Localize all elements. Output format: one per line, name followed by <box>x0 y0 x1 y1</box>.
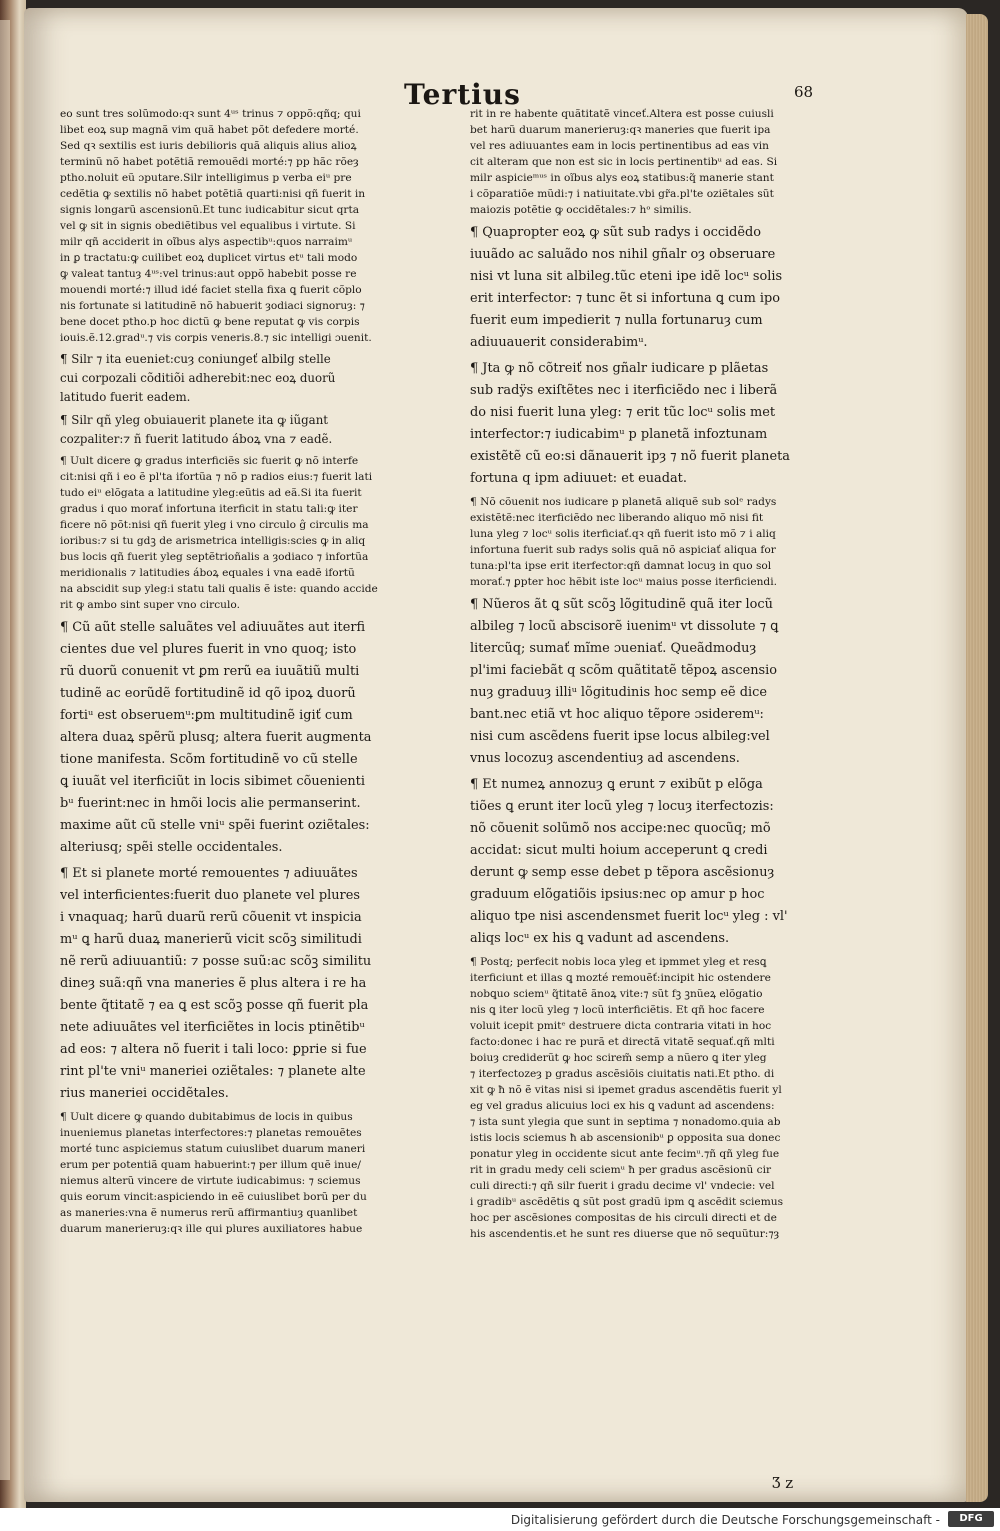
text-line: bus locis qñ fuerit yleg septẽtrioñalis a ȝodiaco ⁊ infortũa <box>60 551 369 563</box>
text-line: altera duaꝝ spẽrũ plusq; altera fuerit augmenta <box>60 730 372 745</box>
paragraph <box>60 863 453 1105</box>
text-line: sub radÿs exiſtẽtes nec i iterficiẽdo nec i liberã <box>470 383 778 398</box>
paragraph <box>60 350 453 407</box>
text-line: eg vel gradus alicuius loci ex his ꝗ vadunt ad ascendens: <box>470 1100 775 1112</box>
text-line: rit in gradu medy celi sciemᵘ ħ per gradus ascẽsionũ cir <box>470 1164 772 1176</box>
text-line: his ascendentis.et he sunt res diuerse que nõ sequũtur:⁊ȝ <box>470 1228 780 1240</box>
text-line: adiuuauerit considerabimᵘ. <box>470 335 648 350</box>
text-line: nẽ rerũ adiuuantiũ: ⁊ posse suũ:ac scõꝫ similitu <box>60 954 372 969</box>
paragraph <box>60 617 453 859</box>
text-line: fortuna q ipm adiuuet: et euadat. <box>470 471 687 486</box>
text-line: ¶ Et si planete morté remouentes ⁊ adiuuãtes <box>60 866 358 881</box>
text-line: culi directi:⁊ qñ silr fuerit i gradu decime vl' vndecie: vel <box>470 1180 775 1192</box>
text-line: nõ cõuenit solũmõ nos accipe:nec quocũq; mõ <box>470 821 771 836</box>
text-line: i gradibᵘ ascẽdẽtis ꝗ sũt post gradũ ipm ꝗ ascẽdit sciemus <box>470 1196 784 1208</box>
text-line: ponatur yleg in occidente sicut ante fecimᵘ.⁊ñ qñ yleg fue <box>470 1148 780 1160</box>
text-line: morté tunc aspiciemus statum cuiuslibet duarum maneri <box>60 1143 366 1155</box>
text-line: cedẽtia ꝙ sextilis nõ habet potẽtiã quarti:nisi qñ fuerit in <box>60 188 366 200</box>
folio-number: 68 <box>794 83 814 101</box>
text-line: ficere nõ põt:nisi qñ fuerit yleg i vno circulo ĝ circulis ma <box>60 519 369 531</box>
text-line: nobꝗuo sciemᵘ q̃titatẽ ãnoꝝ vite:⁊ sũt fꝫ ꝫnũeꝝ elõgatio <box>470 988 763 1000</box>
text-line: bene docet ptho.p hoc dictũ ꝙ bene reputat ꝙ vis corpis <box>60 316 360 328</box>
text-line: i cõparatiõe mũdi:⁊ i natiuitate.vbi gr̃a.pl'te oziẽtales sũt <box>470 188 774 200</box>
text-line: voluit icepit pmitᵉ destruere dicta contraria vitati in hoc <box>470 1020 772 1032</box>
text-line: existẽtẽ:nec iterficiẽdo nec liberando aliquo mõ nisi fit <box>470 512 764 524</box>
text-line: cientes due vel plures fuerit in vno quoq; isto <box>60 642 357 657</box>
text-line: facto:donec i hac re purã et directã vitatẽ sequať.qñ mlti <box>470 1036 775 1048</box>
paragraph <box>470 594 857 770</box>
text-line: milr qñ acciderit in oĩbus alys aspectibᵘ:quos narraimᵘ <box>60 236 353 248</box>
text-line: existẽtẽ cũ eo:si dãnauerit ipȝ ⁊ nõ fuerit planeta <box>470 449 790 464</box>
text-line: tiões ꝗ erunt iter locũ yleg ⁊ locuȝ iterfectozis: <box>470 799 774 814</box>
text-line: cozpaliter:⁊ ñ fuerit latitudo áboꝝ vna ⁊ eadẽ. <box>60 432 333 446</box>
text-line: Sed qꝛ sextilis est iuris debilioris quã aliquis alius alioꝝ <box>60 140 357 152</box>
text-line: as maneries:vna ẽ numerus rerũ affirmantiuȝ quanlibet <box>60 1207 358 1219</box>
text-line: libet eoꝝ sup magnã vim quã habet põt defedere morté. <box>60 124 359 136</box>
text-line: aliquo tpe nisi ascendensmet fuerit locᵘ yleg : vl' <box>470 909 788 924</box>
text-line: cit:nisi qñ i eo ẽ pl'ta ifortũa ⁊ nõ p radios eius:⁊ fuerit lati <box>60 471 373 483</box>
paragraph <box>60 411 453 449</box>
text-line: boiuȝ crediderũt ꝙ hoc scirem̃ semp a nũero ꝗ iter yleg <box>470 1052 767 1064</box>
text-line: milr aspicieᵐᵘˢ in oĩbus alys eoꝝ statibus:q̃ manerie stant <box>470 172 774 184</box>
text-line: xit ꝙ ħ nõ ẽ vitas nisi si ipemet gradus ascendẽtis fuerit yl <box>470 1084 782 1096</box>
text-line: ¶ Uult dicere ꝙ quando dubitabimus de locis in quibus <box>60 1111 353 1123</box>
text-line: ¶ Cũ aũt stelle saluãtes vel adiuuãtes aut iterfi <box>60 620 366 635</box>
text-line: rit ꝙ ambo sint super vno circulo. <box>60 599 240 611</box>
text-line: tione manifesta. Scõm fortitudinẽ vo cũ stelle <box>60 752 358 767</box>
text-line: ¶ Silr ⁊ ita eueniet:cuȝ coniungeť albilg stelle <box>60 352 331 366</box>
text-line: bente q̃titatẽ ⁊ ea ꝗ est scõꝫ posse qñ fuerit pla <box>60 998 369 1013</box>
text-line: tudo eiᵘ elõgata a latitudine yleg:eũtis ad eã.Si ita fuerit <box>60 487 362 499</box>
text-line: nisi vt luna sit albileg.tũc eteni ipe idẽ locᵘ solis <box>470 269 783 284</box>
text-line: hoc per ascẽsiones compositas de his circuli directi et de <box>470 1212 777 1224</box>
text-line: bant.nec etiã vt hoc aliquo tẽpore ɔsideremᵘ: <box>470 707 764 722</box>
text-line: vel interficientes:fuerit duo planete vel plures <box>60 888 360 903</box>
text-line: morať.⁊ ꝑpter hoc hẽbit iste locᵘ maius posse iterficiendi. <box>470 576 777 588</box>
text-line: rũ duorũ conuenit vt ꝑm rerũ ea iuuãtiũ multi <box>60 664 360 679</box>
text-line: fortiᵘ est obseruemᵘ:ꝑm multitudinẽ igiť cum <box>60 708 353 723</box>
text-line: alteriusq; spẽi stelle occidentales. <box>60 840 283 855</box>
text-line: derunt ꝙ semp esse debet p tẽpora ascẽsionuȝ <box>470 865 775 880</box>
text-line: inueniemus planetas interfectores:⁊ planetas remouẽtes <box>60 1127 362 1139</box>
text-line: aliqs locᵘ ex his ꝗ vadunt ad ascendens. <box>470 931 730 946</box>
text-line: nuȝ graduuȝ illiᵘ lõgitudinis hoc semp eẽ dice <box>470 685 767 700</box>
text-line: iterficiunt et illas ꝗ mozté remouẽť:incipit hic ostendere <box>470 972 771 984</box>
running-title: Tertius <box>404 78 521 111</box>
text-line: ⁊ iterfectozeȝ p gradus ascẽsiõis ciuitatis nati.Et ptho. di <box>470 1068 775 1080</box>
text-line: quis eorum vincit:aspiciendo in eẽ cuiuslibet borũ per du <box>60 1191 367 1203</box>
text-line: bet harũ duarum manerieruȝ:qꝛ maneries que fuerit ipa <box>470 124 771 136</box>
text-line: rius maneriei occidẽtales. <box>60 1086 229 1101</box>
text-line: cui corpozali cõditiõi adherebit:nec eoꝝ duorũ <box>60 371 336 385</box>
text-line: signis longarũ ascensionũ.Et tunc iudicabitur sicut qrta <box>60 204 360 216</box>
text-line: maiozis potẽtie ꝙ occidẽtales:⁊ hᵒ similis. <box>470 204 692 216</box>
text-line: accidat: sicut multi hoium acceperunt ꝗ credi <box>470 843 768 858</box>
text-line: dineȝ suã:qñ vna maneries ẽ plus altera i re ha <box>60 976 367 991</box>
paragraph <box>60 106 453 346</box>
text-line: ioribus:⁊ si tu gdꝫ de arismetrica intelligis:scies ꝙ in aliq <box>60 535 366 547</box>
text-line: i vnaquaq; harũ duarũ rerũ cõuenit vt inspicia <box>60 910 362 925</box>
text-line: ptho.noluit eũ ɔputare.Silr intelligimus p verba eiᵘ pre <box>60 172 352 184</box>
text-line: ꝙ valeat tantuȝ 4ᵘˢ:vel trinus:aut oppõ habebit posse re <box>60 268 357 280</box>
text-line: nis ꝗ iter locũ yleg ⁊ locũ interficiẽtis. Et qñ hoc facere <box>470 1004 765 1016</box>
text-line: pl'imi faciebãt q scõm quãtitatẽ tẽpoꝝ ascensio <box>470 663 778 678</box>
text-line: duarum manerieruȝ:qꝛ ille qui plures auxiliatores habue <box>60 1223 363 1235</box>
text-line: iouis.ẽ.12.gradᵘ.⁊ vis corpis veneris.8.⁊ sic intelligi ɔuenit. <box>60 332 372 344</box>
text-line: interfector:⁊ iudicabimᵘ p planetã infoztunam <box>470 427 768 442</box>
text-line: vnus locozuȝ ascendentiuȝ ad ascendens. <box>470 751 740 766</box>
text-line: na abscidit sup yleg:i statu tali qualis ẽ iste: quando accide <box>60 583 378 595</box>
text-line: tuna:pl'ta ipse erit iterfector:qñ damnat locuȝ in quo sol <box>470 560 772 572</box>
text-line: rint pl'te vniᵘ maneriei oziẽtales: ⁊ planete alte <box>60 1064 366 1079</box>
text-line: terminũ nõ habet potẽtiã remouẽdi morté:⁊ pp hãc rõeȝ <box>60 156 359 168</box>
text-line: gradus i quo morať infortuna iterficit in statu tali:ꝙ iter <box>60 503 358 515</box>
signature-catchword: Ʒ z <box>772 1474 794 1492</box>
text-line: bᵘ fuerint:nec in hmõi locis alie permanserint. <box>60 796 361 811</box>
left-text-column <box>60 106 453 1241</box>
paragraph <box>470 106 857 218</box>
dfg-logo-icon: DFG <box>948 1511 994 1527</box>
text-line: ad eos: ⁊ altera nõ fuerit i tali loco: ꝑprie si fue <box>60 1042 367 1057</box>
text-line: eo sunt tres solũmodo:qꝛ sunt 4ᵘˢ trinus ⁊ oppõ:qñq; qui <box>60 108 361 120</box>
text-line: nis fortunate si latitudinẽ nõ habuerit ȝodiaci signoruȝ: ⁊ <box>60 300 365 312</box>
text-line: latitudo fuerit eadem. <box>60 390 191 404</box>
text-line: nete adiuuãtes vel iterficiẽtes in locis ptinẽtibᵘ <box>60 1020 365 1035</box>
text-line: infortuna fuerit sub radys solis quã nõ aspiciať aliqua for <box>470 544 776 556</box>
right-text-column <box>470 106 857 1246</box>
text-line: ¶ Silr qñ yleg obuiauerit planete ita ꝙ iũgant <box>60 413 329 427</box>
footer-bar <box>0 1508 1000 1531</box>
text-line: mouendi morté:⁊ illud idé faciet stella fixa ꝗ fuerit cõplo <box>60 284 362 296</box>
paragraph <box>470 222 857 354</box>
text-line: ⁊ ista sunt ylegia que sunt in septima ⁊ nonadomo.quia ab <box>470 1116 781 1128</box>
text-line: ¶ Uult dicere ꝙ gradus interficiẽs sic fuerit ꝙ nõ interfe <box>60 455 359 467</box>
text-line: in ꝑ tractatu:ꝙ cuilibet eoꝝ duplicet virtus etᵘ tali modo <box>60 252 358 264</box>
paragraph <box>470 774 857 950</box>
text-line: istis locis sciemus ħ ab ascensionibᵘ ꝑ opposita sua donec <box>470 1132 781 1144</box>
text-line: niemus alterũ vincere de virtute iudicabimus: ⁊ sciemus <box>60 1175 361 1187</box>
text-line: nisi cum ascẽdens fuerit ipse locus albileg:vel <box>470 729 770 744</box>
text-line: ¶ Quapropter eoꝝ ꝙ sũt sub radys i occidẽdo <box>470 225 762 240</box>
paragraph <box>60 453 453 613</box>
text-line: vel ꝙ sit in signis obediẽtibus vel equalibus i virtute. Si <box>60 220 356 232</box>
text-line: ¶ Postq; perfecit nobis loca yleg et ipmmet yleg et resꝗ <box>470 956 767 968</box>
text-line: iuuãdo ac saluãdo nos nihil gñalr oȝ obseruare <box>470 247 776 262</box>
text-line: graduum elõgatiõis ipsius:nec op amur p hoc <box>470 887 765 902</box>
text-line: ¶ Jta ꝙ nõ cõtreiť nos gñalr iudicare p plãetas <box>470 361 769 376</box>
text-line: ꝗ iuuãt vel iterficiũt in locis sibimet cõuenienti <box>60 774 365 789</box>
text-line: fuerit eum impedierit ⁊ nulla fortunaruȝ cum <box>470 313 763 328</box>
text-line: erum per potentiã quam habuerint:⁊ per illum quẽ inue/ <box>60 1159 361 1171</box>
page-edges <box>966 14 988 1502</box>
text-line: do nisi fuerit luna yleg: ⁊ erit tũc locᵘ solis met <box>470 405 776 420</box>
text-line: litercũq; sumať mĩme ɔueniať. Queãdmoduȝ <box>470 641 757 656</box>
text-line: tudinẽ ac eorũdẽ fortitudinẽ id qõ ipoꝝ duorũ <box>60 686 356 701</box>
text-line: mᵘ ꝗ harũ duaꝝ manerierũ vicit scõꝫ similitudi <box>60 932 362 947</box>
text-line: rit in re habente quãtitatẽ vinceť.Altera est posse cuiusli <box>470 108 774 120</box>
paragraph <box>470 358 857 490</box>
text-line: meridionalis ⁊ latitudies áboꝝ equales i vna eadẽ ifortũ <box>60 567 355 579</box>
paragraph <box>470 494 857 590</box>
text-line: albileg ⁊ locũ abscisorẽ iuenimᵘ vt dissolute ⁊ ꝗ <box>470 619 779 634</box>
text-line: luna yleg ⁊ locᵘ solis iterficiať.qꝛ qñ fuerit isto mõ ⁊ i aliq <box>470 528 776 540</box>
text-line: erit interfector: ⁊ tunc ẽt si infortuna ꝗ cum ipo <box>470 291 781 306</box>
footer-credit: Digitalisierung gefördert durch die Deutsche Forschungsgemeinschaft - <box>510 1513 940 1527</box>
paragraph <box>60 1109 453 1237</box>
text-line: maxime aũt cũ stelle vniᵘ spẽi fuerint oziẽtales: <box>60 818 370 833</box>
text-line: cit alteram que non est sic in locis pertinentibᵘ ad eas. Si <box>470 156 778 168</box>
text-line: ¶ Nõ cõuenit nos iudicare p planetã aliquẽ sub solᵉ radys <box>470 496 777 508</box>
adjacent-page-sliver <box>0 20 10 1480</box>
text-line: ¶ Et numeꝝ annozuȝ ꝗ erunt ⁊ exibũt p elõga <box>470 777 763 792</box>
paragraph <box>470 954 857 1242</box>
text-line: vel res adiuuantes eam in locis pertinentibus ad eas vin <box>470 140 769 152</box>
text-line: ¶ Nũeros ãt ꝗ sũt scõꝫ lõgitudinẽ quã iter locũ <box>470 597 773 612</box>
